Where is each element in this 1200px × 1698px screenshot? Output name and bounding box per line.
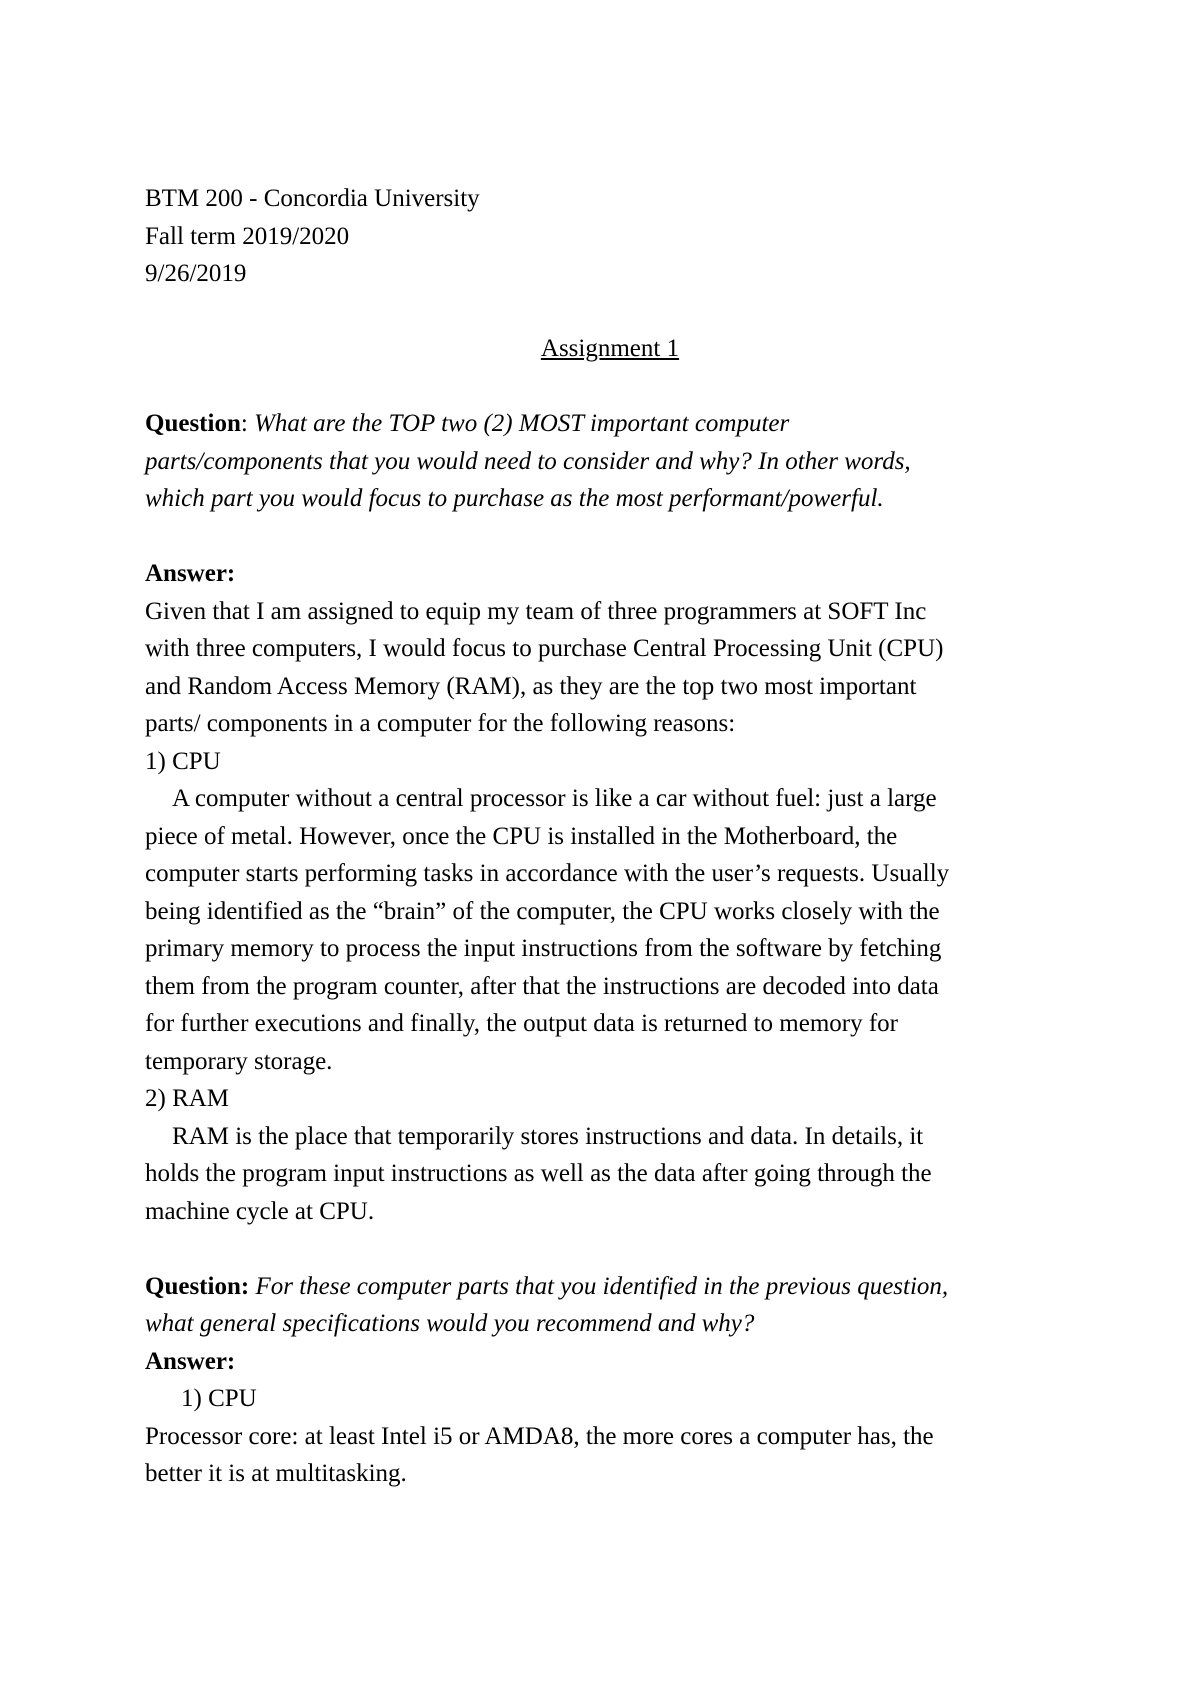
cpu-heading: 1) CPU	[145, 747, 221, 775]
assignment-title: Assignment 1	[540, 335, 680, 362]
spacer	[145, 293, 1075, 331]
cpu-paragraph-line: being identified as the “brain” of the computer, the CPU works closely with the	[145, 897, 940, 925]
spacer	[145, 518, 1075, 556]
answer-1-intro-line: and Random Access Memory (RAM), as they are the top two most important	[145, 672, 917, 700]
answer-1-label: Answer:	[145, 560, 236, 587]
answer-2-label: Answer:	[145, 1347, 236, 1375]
answer-1-intro-line: with three computers, I would focus to purchase Central Processing Unit (CPU)	[145, 635, 944, 662]
ram-paragraph-line: holds the program input instructions as well as the data after going through the	[145, 1160, 932, 1187]
ram-paragraph-line: machine cycle at CPU.	[145, 1197, 375, 1225]
cpu-paragraph-line: A computer without a central processor is like a car without fuel: just a large	[172, 785, 937, 812]
cpu-paragraph-line: piece of metal. However, once the CPU is installed in the Motherboard, the	[145, 822, 898, 850]
question-1-text: What are the TOP two (2) MOST important computer	[254, 410, 790, 437]
cpu-paragraph-line: primary memory to process the input instructions from the software by fetching	[145, 935, 942, 962]
answer-2-line: better it is at multitasking.	[145, 1460, 407, 1487]
cpu-paragraph-line: for further executions and finally, the output data is returned to memory for	[145, 1010, 899, 1037]
spacer	[145, 1230, 1075, 1268]
course-line: BTM 200 - Concordia University	[145, 185, 480, 212]
question-1-label: Question	[145, 410, 241, 437]
question-1-line-3: which part you would focus to purchase as the most performant/powerful.	[145, 485, 884, 512]
ram-paragraph-line: RAM is the place that temporarily stores instructions and data. In details, it	[172, 1122, 924, 1150]
cpu-paragraph-line: temporary storage.	[145, 1047, 333, 1075]
question-2-line-2: what general specifications would you recommend and why?	[145, 1310, 755, 1337]
question-1-line-2: parts/components that you would need to consider and why? In other words,	[145, 447, 911, 475]
answer-2-line: Processor core: at least Intel i5 or AMDA8, the more cores a computer has, the	[145, 1422, 934, 1450]
question-2-text: For these computer parts that you identified in the previous question,	[255, 1272, 949, 1300]
date-line: 9/26/2019	[145, 260, 247, 287]
cpu-paragraph-line: computer starts performing tasks in accordance with the user’s requests. Usually	[145, 860, 950, 887]
answer-1-intro-line: parts/ components in a computer for the following reasons:	[145, 710, 736, 737]
term-line: Fall term 2019/2020	[145, 222, 350, 250]
question-1-colon: :	[240, 410, 255, 437]
question-2-label: Question:	[145, 1272, 250, 1300]
spacer	[145, 368, 1075, 406]
answer-2-cpu-heading: 1) CPU	[181, 1385, 257, 1412]
ram-heading: 2) RAM	[145, 1085, 230, 1112]
answer-1-intro-line: Given that I am assigned to equip my team of three programmers at SOFT Inc	[145, 597, 927, 625]
question-1-line-1	[145, 405, 1075, 443]
document-body	[145, 180, 1075, 1493]
cpu-paragraph-line: them from the program counter, after that the instructions are decoded into data	[145, 972, 939, 1000]
question-2-line-1	[145, 1268, 1075, 1306]
